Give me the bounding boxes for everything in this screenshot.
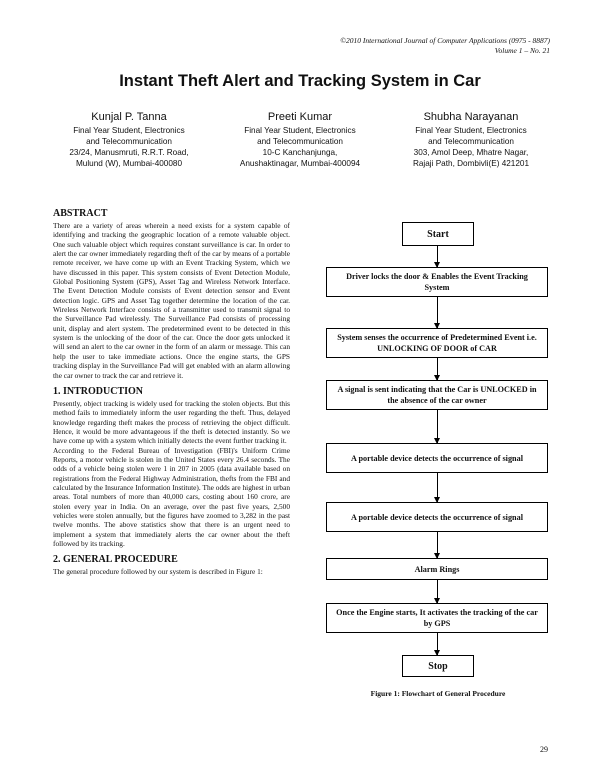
figure-caption: Figure 1: Flowchart of General Procedure (370, 689, 506, 698)
flowchart-step-3: A signal is sent indicating that the Car is UNLOCKED in the absence of the car owner (326, 380, 548, 410)
journal-header-line1: ©2010 International Journal of Computer Applications (0975 - 8887) (340, 36, 550, 45)
page-number: 29 (540, 745, 548, 754)
flowchart-step-2: System senses the occurrence of Predetermined Event i.e. UNLOCKING OF DOOR of CAR (326, 328, 548, 358)
author-affiliation-line: Final Year Student, Electronics (244, 126, 356, 135)
flowchart-arrow (437, 410, 438, 443)
author-address-line: Anushaktinagar, Mumbai-400094 (239, 159, 361, 168)
author-affiliation-line: Final Year Student, Electronics (73, 126, 185, 135)
flowchart-step-1: Driver locks the door & Enables the Event Tracking System (326, 267, 548, 297)
author-address-line: 23/24, Manusmruti, R.R.T. Road, (69, 148, 189, 157)
flowchart-arrow (437, 297, 438, 328)
author-affiliation-line: and Telecommunication (86, 137, 172, 146)
flowchart-step-5: A portable device detects the occurrence of signal (326, 502, 548, 532)
flowchart-arrow (437, 580, 438, 603)
flowchart-step-4: A portable device detects the occurrence of signal (326, 443, 548, 473)
abstract-heading: ABSTRACT (53, 208, 108, 219)
author-affiliation-line: and Telecommunication (257, 137, 343, 146)
flowchart-arrow (437, 473, 438, 502)
flowchart-arrow (437, 358, 438, 380)
introduction-paragraph-2: According to the Federal Bureau of Investigation (FBI)'s Uniform Crime Reports, a motor vehicle is stolen in the United States every 26.4 seconds. The odds of a vehicle being stolen were 1 in 207 in 2005 (data available based on registrations from the Federal Highway Administration, thefts from the FBI and calculated by the Insurance Information Institute). The odds are highest in urban areas. Total numbers of more than 40,000 cars, costing about 160 crore, are stolen every year in India. On an average, over the past five years, 2,500 vehicles were stolen annually, but the figures have zoomed to 3,282 in the past twelve months. The above statistics show that there is an urgent need to implement a system that immediately alerts the car owner about the theft followed by its tracking. (53, 445, 290, 548)
author-name: Shubha Narayanan (423, 111, 519, 123)
flowchart-step-6: Alarm Rings (326, 558, 548, 580)
flowchart-stop-node: Stop (402, 655, 474, 677)
introduction-heading: 1. INTRODUCTION (53, 385, 144, 397)
author-3 (386, 110, 556, 169)
abstract-text: There are a variety of areas wherein a need exists for a system capable of identifying and tracking the geographic location of a remote valuable object. One such valuable object which requires constant surveillance is car. In order to alert the car owner immediately regarding theft of the car by means of a portable remote receiver, we have come up with an Event Tracking System, which we have discussed in this paper. This system consists of Event Detection Module, Global Positioning System (GPS), Asset Tag and Wireless Network Interface. The Event Detection Module consists of Event detection sensor and Event detection logic. GPS and Asset Tag together determine the location of the car. Wireless Network Interface consists of a transmitter used to transmit signal to the Surveillance Pad wirelessly. The Surveillance Pad consists of processing unit, display and alert system. The predetermined event to be detected in this system is the unlocking of the door of the car. Once the door gets unlocked it will send an alert to the car owner in the form of an alarm or message. This can help the user to take immediate actions. Once the engine starts, the GPS tracking display in the Surveillance Pad will get enabled with an alarm allowing the car owner to track the car and retrieve it. (53, 221, 290, 380)
author-name: Preeti Kumar (267, 111, 333, 123)
journal-header-line2: Volume 1 – No. 21 (494, 46, 550, 55)
author-name: Kunjal P. Tanna (91, 111, 167, 123)
journal-header (340, 36, 550, 56)
author-address-line: 10-C Kanchanjunga, (262, 148, 338, 157)
author-1 (44, 110, 214, 169)
author-affiliation-line: and Telecommunication (428, 137, 514, 146)
flowchart-step-7: Once the Engine starts, It activates the tracking of the car by GPS (326, 603, 548, 633)
author-2 (215, 110, 385, 169)
flowchart-start-node: Start (402, 222, 474, 246)
flowchart-arrow (437, 633, 438, 655)
author-address-line: Mulund (W), Mumbai-400080 (75, 159, 183, 168)
flowchart-arrow (437, 246, 438, 267)
author-address-line: Rajaji Path, Dombivli(E) 421201 (412, 159, 530, 168)
author-affiliation-line: Final Year Student, Electronics (415, 126, 527, 135)
left-column (53, 208, 290, 577)
flowchart-arrow (437, 532, 438, 558)
author-block (44, 110, 556, 169)
flowchart (320, 222, 556, 677)
general-procedure-heading: 2. GENERAL PROCEDURE (53, 554, 178, 566)
author-address-line: 303, Amol Deep, Mhatre Nagar, (413, 148, 529, 157)
paper-title: Instant Theft Alert and Tracking System in Car (119, 72, 481, 90)
general-procedure-text: The general procedure followed by our system is described in Figure 1: (53, 567, 263, 577)
introduction-paragraph-1: Presently, object tracking is widely used for tracking the stolen objects. But this method fails to immediately inform the user regarding the theft. Thus, delayed knowledge regarding theft makes the process of retrieving the object difficult. Hence, it would be more advantageous if the theft is detected instantly. So we have come up with a system which initially detects the event further tracking it. (53, 398, 290, 446)
